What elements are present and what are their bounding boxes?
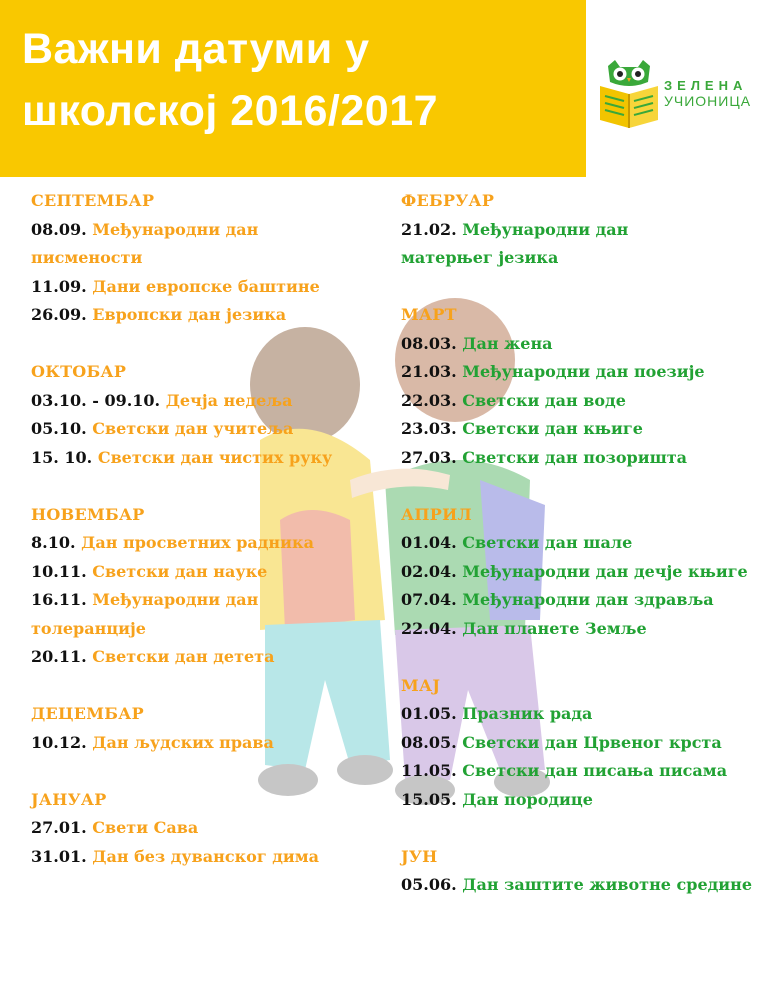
logo-line-2: УЧИОНИЦА bbox=[664, 93, 752, 109]
date-entry bbox=[401, 757, 761, 786]
left-column bbox=[31, 187, 391, 871]
date-entry bbox=[401, 330, 761, 359]
section-gap bbox=[31, 757, 391, 786]
event-date: 21.02. bbox=[401, 219, 457, 239]
event-date: 11.05. bbox=[401, 761, 457, 780]
event-name: Дани европске баштине bbox=[92, 276, 320, 296]
date-entry bbox=[401, 586, 761, 615]
event-date: 05.06. bbox=[401, 875, 457, 894]
page-title bbox=[22, 18, 438, 142]
section-gap bbox=[31, 472, 391, 501]
date-entry bbox=[401, 358, 761, 387]
date-entry bbox=[31, 216, 391, 273]
event-name: писмености bbox=[31, 248, 143, 267]
date-entry bbox=[31, 301, 391, 330]
event-name: Светски дан писања писама bbox=[462, 761, 728, 780]
date-entry bbox=[31, 586, 391, 643]
event-name: Светски дан Црвеног крста bbox=[462, 732, 722, 752]
event-date: 22.03. bbox=[401, 390, 457, 410]
event-date: 31.01. bbox=[31, 846, 87, 866]
month-heading: МАРТ bbox=[401, 305, 457, 324]
month-heading: НОВЕМБАР bbox=[31, 504, 145, 524]
right-column bbox=[401, 187, 761, 900]
event-date: 15. 10. bbox=[31, 447, 93, 467]
event-name: Дан заштите животне средине bbox=[462, 875, 753, 894]
owl-book-icon bbox=[598, 58, 660, 130]
event-date: 10.12. bbox=[31, 732, 87, 752]
date-entry bbox=[31, 558, 391, 587]
event-date: 05.10. bbox=[31, 419, 87, 438]
event-name: Међународни дан дечје књиге bbox=[462, 561, 748, 581]
logo-line-1: ЗЕЛЕНА bbox=[664, 78, 748, 93]
event-name: Европски дан језика bbox=[92, 305, 287, 324]
event-name: Светски дан учитеља bbox=[92, 419, 294, 438]
month-heading: СЕПТЕМБАР bbox=[31, 191, 155, 210]
event-name: Светски дан шале bbox=[462, 533, 633, 552]
date-entry bbox=[31, 415, 391, 444]
date-entry bbox=[31, 387, 391, 416]
event-name: Светски дан науке bbox=[92, 561, 268, 581]
date-entry bbox=[401, 558, 761, 587]
event-date: 22.04. bbox=[401, 618, 457, 638]
event-name: Дан планете Земље bbox=[462, 618, 647, 638]
event-date: 11.09. bbox=[31, 276, 87, 296]
date-entry bbox=[401, 871, 761, 900]
event-name: Међународни дан здравља bbox=[462, 590, 714, 609]
event-date: 20.11. bbox=[31, 647, 87, 666]
month-heading: ЈУН bbox=[401, 846, 438, 866]
event-name: Међународни дан bbox=[92, 590, 259, 609]
event-date: 26.09. bbox=[31, 305, 87, 324]
title-line-1: Важни датуми у bbox=[22, 25, 370, 73]
event-date: 23.03. bbox=[401, 419, 457, 438]
event-date: 01.05. bbox=[401, 704, 457, 723]
event-name: Међународни дан bbox=[92, 219, 259, 239]
event-name: Међународни дан bbox=[462, 219, 629, 239]
event-date: 08.09. bbox=[31, 219, 87, 239]
month-heading: ФЕБРУАР bbox=[401, 191, 495, 210]
date-entry bbox=[401, 444, 761, 473]
event-date: 08.03. bbox=[401, 333, 457, 353]
event-date: 07.04. bbox=[401, 590, 457, 609]
event-name: Светски дан детета bbox=[92, 647, 275, 666]
event-name: Дан жена bbox=[462, 333, 553, 353]
date-entry bbox=[401, 415, 761, 444]
event-date: 27.01. bbox=[31, 818, 87, 837]
logo-wordmark bbox=[664, 78, 751, 109]
date-entry bbox=[31, 273, 391, 302]
date-entry bbox=[31, 729, 391, 758]
event-name: Дан људских права bbox=[92, 732, 274, 752]
event-date: 16.11. bbox=[31, 590, 87, 609]
event-name: Свети Сава bbox=[92, 818, 199, 837]
event-name: Дечја недеља bbox=[165, 390, 293, 410]
section-gap bbox=[401, 643, 761, 672]
event-date: 10.11. bbox=[31, 561, 87, 581]
event-date: 03.10. - 09.10. bbox=[31, 390, 161, 410]
date-entry bbox=[31, 444, 391, 473]
event-name: Светски дан књиге bbox=[462, 419, 643, 438]
date-entry bbox=[401, 729, 761, 758]
month-heading: ОКТОБАР bbox=[31, 362, 127, 381]
event-date: 02.04. bbox=[401, 561, 457, 581]
section-gap bbox=[401, 814, 761, 843]
date-entry bbox=[401, 786, 761, 815]
date-entry bbox=[401, 700, 761, 729]
event-date: 21.03. bbox=[401, 362, 457, 381]
event-name: Дан без дуванског дима bbox=[92, 846, 319, 866]
event-name: Празник рада bbox=[462, 704, 593, 723]
event-date: 8.10. bbox=[31, 533, 76, 552]
event-name: Светски дан воде bbox=[462, 390, 626, 410]
event-name: Дан просветних радника bbox=[81, 533, 314, 552]
date-entry bbox=[401, 387, 761, 416]
event-date: 01.04. bbox=[401, 533, 457, 552]
date-entry bbox=[401, 216, 761, 273]
date-entry bbox=[31, 843, 391, 872]
section-gap bbox=[31, 330, 391, 359]
month-heading: АПРИЛ bbox=[401, 504, 472, 524]
section-gap bbox=[401, 273, 761, 302]
event-name: матерњег језика bbox=[401, 248, 559, 267]
event-name: Међународни дан поезије bbox=[462, 362, 705, 381]
month-heading: ЈАНУАР bbox=[31, 789, 107, 809]
date-entry bbox=[31, 529, 391, 558]
title-line-2: школској 2016/2017 bbox=[22, 87, 439, 135]
month-heading: МАЈ bbox=[401, 675, 441, 695]
date-entry bbox=[31, 814, 391, 843]
section-gap bbox=[401, 472, 761, 501]
month-heading: ДЕЦЕМБАР bbox=[31, 704, 144, 723]
zelena-ucionica-logo bbox=[598, 58, 768, 130]
date-entry bbox=[401, 615, 761, 644]
section-gap bbox=[31, 672, 391, 701]
event-date: 08.05. bbox=[401, 732, 457, 752]
event-date: 15.05. bbox=[401, 789, 457, 809]
event-name: Светски дан чистих руку bbox=[97, 447, 333, 467]
date-entry bbox=[401, 529, 761, 558]
event-name: Светски дан позоришта bbox=[462, 447, 688, 467]
date-entry bbox=[31, 643, 391, 672]
event-name: Дан породице bbox=[462, 789, 593, 809]
event-date: 27.03. bbox=[401, 447, 457, 467]
event-name: толеранције bbox=[31, 618, 146, 638]
title-banner bbox=[0, 0, 586, 177]
